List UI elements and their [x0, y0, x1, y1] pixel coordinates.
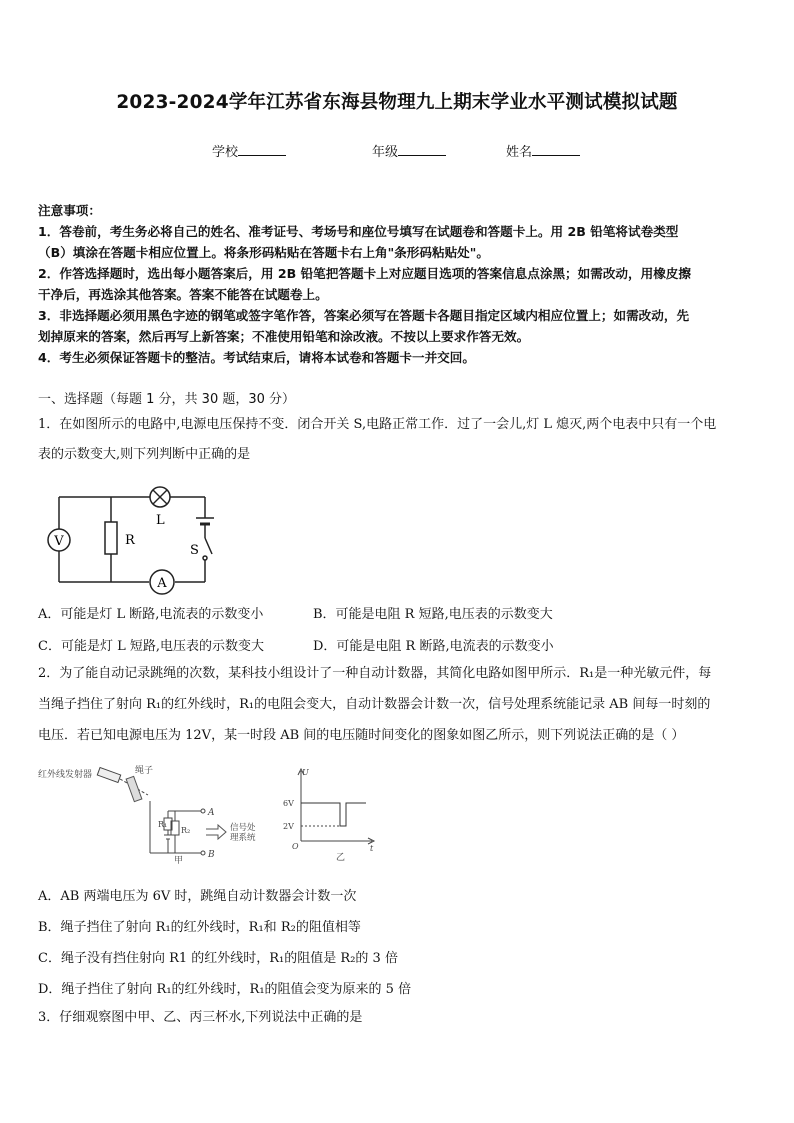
figure-yi-caption: 乙 — [336, 853, 346, 863]
name-field — [506, 141, 580, 160]
notes-line: 1．答卷前，考生务必将自己的姓名、准考证号、考场号和座位号填写在试题卷和答题卡上。用 2B 铅笔将试卷类型 — [38, 224, 679, 239]
x-axis-label: t — [370, 844, 374, 853]
grade-field — [372, 141, 446, 160]
rope-shape — [126, 776, 142, 801]
notes-heading: 注意事项： — [38, 203, 101, 218]
rope-label: 绳子 — [135, 766, 154, 776]
q1-text-line2: 表的示数变大,则下列判断中正确的是 — [38, 447, 251, 462]
q2-text-line2: 当绳子挡住了射向 R₁的红外线时，R₁的电阻会变大，自动计数器会计数一次，信号处理系统能记录 AB 间每一时刻的 — [38, 697, 711, 712]
y-axis-label: U — [302, 768, 309, 777]
r2-label: R₂ — [181, 826, 191, 835]
q2-option-a[interactable]: A．AB 两端电压为 6V 时，跳绳自动计数器会计数一次 — [38, 889, 357, 904]
lamp-symbol — [150, 487, 170, 507]
q2-text-line3: 电压．若已知电源电压为 12V，某一时段 AB 间的电压随时间变化的图象如图乙所示，则下列说法正确的是（ ） — [38, 728, 685, 743]
q2-figure-jia — [38, 763, 268, 865]
school-field — [212, 141, 286, 160]
notes-line: 4．考生必须保证答题卡的整洁。考试结束后，请将本试卷和答题卡一并交回。 — [38, 350, 475, 365]
section-heading: 一、选择题（每题 1 分，共 30 题，30 分） — [38, 392, 296, 407]
terminal-b-label: B — [208, 850, 215, 860]
notes-line: 2．作答选择题时，选出每小题答案后，用 2B 铅笔把答题卡上对应题目选项的答案信息点涂黑；如需改动，用橡皮擦 — [38, 266, 691, 281]
resistor-label: R — [125, 533, 135, 548]
grade-blank — [398, 143, 446, 156]
q1-circuit-figure — [38, 484, 228, 598]
signal-label-2: 理系统 — [230, 833, 256, 843]
q1-option-c[interactable]: C．可能是灯 L 短路,电压表的示数变大 — [38, 639, 264, 654]
q2-option-b[interactable]: B．绳子挡住了射向 R₁的红外线时，R₁和 R₂的阻值相等 — [38, 920, 361, 935]
high-voltage-label: 6V — [283, 799, 294, 808]
notes-line: （B）填涂在答题卡相应位置上。将条形码粘贴在答题卡右上角"条形码粘贴处"。 — [38, 245, 489, 260]
grade-label: 年级 — [372, 145, 399, 160]
terminal-a-label: A — [208, 808, 215, 818]
voltmeter-label: V — [54, 534, 64, 549]
signal-label-1: 信号处 — [230, 823, 256, 833]
notes-block — [38, 200, 758, 368]
q1-text-line1: 1．在如图所示的电路中,电源电压保持不变．闭合开关 S,电路正常工作．过了一会儿,灯 L 熄灭,两个电表中只有一个电 — [38, 417, 717, 432]
q2-text-line1: 2．为了能自动记录跳绳的次数，某科技小组设计了一种自动计数器，其简化电路如图甲所示．R₁是一种光敏元件，每 — [38, 666, 712, 681]
emitter-label: 红外线发射器 — [38, 770, 93, 780]
notes-line: 3．非选择题必须用黑色字迹的钢笔或签字笔作答，答案必须写在答题卡各题目指定区域内相应位置上；如需改动，先 — [38, 308, 690, 323]
lamp-label: L — [156, 513, 165, 528]
q3-text-line1: 3．仔细观察图中甲、乙、丙三杯水,下列说法中正确的是 — [38, 1010, 363, 1025]
signal-arrow — [206, 825, 226, 839]
figure-jia-caption: 甲 — [174, 856, 184, 865]
notes-line: 划掉原来的答案，然后再写上新答案；不准使用铅笔和涂改液。不按以上要求作答无效。 — [38, 329, 530, 344]
r1-label: R₁ — [158, 820, 168, 829]
emitter-device — [97, 767, 120, 782]
low-voltage-label: 2V — [283, 822, 294, 831]
q2-option-d[interactable]: D．绳子挡住了射向 R₁的红外线时，R₁的阻值会变为原来的 5 倍 — [38, 982, 412, 997]
school-label: 学校 — [212, 145, 239, 160]
q1-option-a[interactable]: A．可能是灯 L 断路,电流表的示数变小 — [38, 607, 264, 622]
q1-option-d[interactable]: D．可能是电阻 R 断路,电流表的示数变小 — [313, 639, 554, 654]
exam-title: 2023-2024学年江苏省东海县物理九上期末学业水平测试模拟试题 — [116, 92, 678, 113]
ammeter-label: A — [157, 576, 167, 591]
q2-option-c[interactable]: C．绳子没有挡住射向 R1 的红外线时，R₁的阻值是 R₂的 3 倍 — [38, 951, 398, 966]
origin-label: O — [292, 842, 299, 851]
q1-option-b[interactable]: B．可能是电阻 R 短路,电压表的示数变大 — [313, 607, 553, 622]
school-blank — [238, 143, 286, 156]
name-label: 姓名 — [506, 145, 533, 160]
q2-figure-yi — [280, 763, 380, 865]
switch-label: S — [190, 543, 199, 558]
name-blank — [532, 143, 580, 156]
notes-line: 干净后，再选涂其他答案。答案不能答在试题卷上。 — [38, 287, 328, 302]
